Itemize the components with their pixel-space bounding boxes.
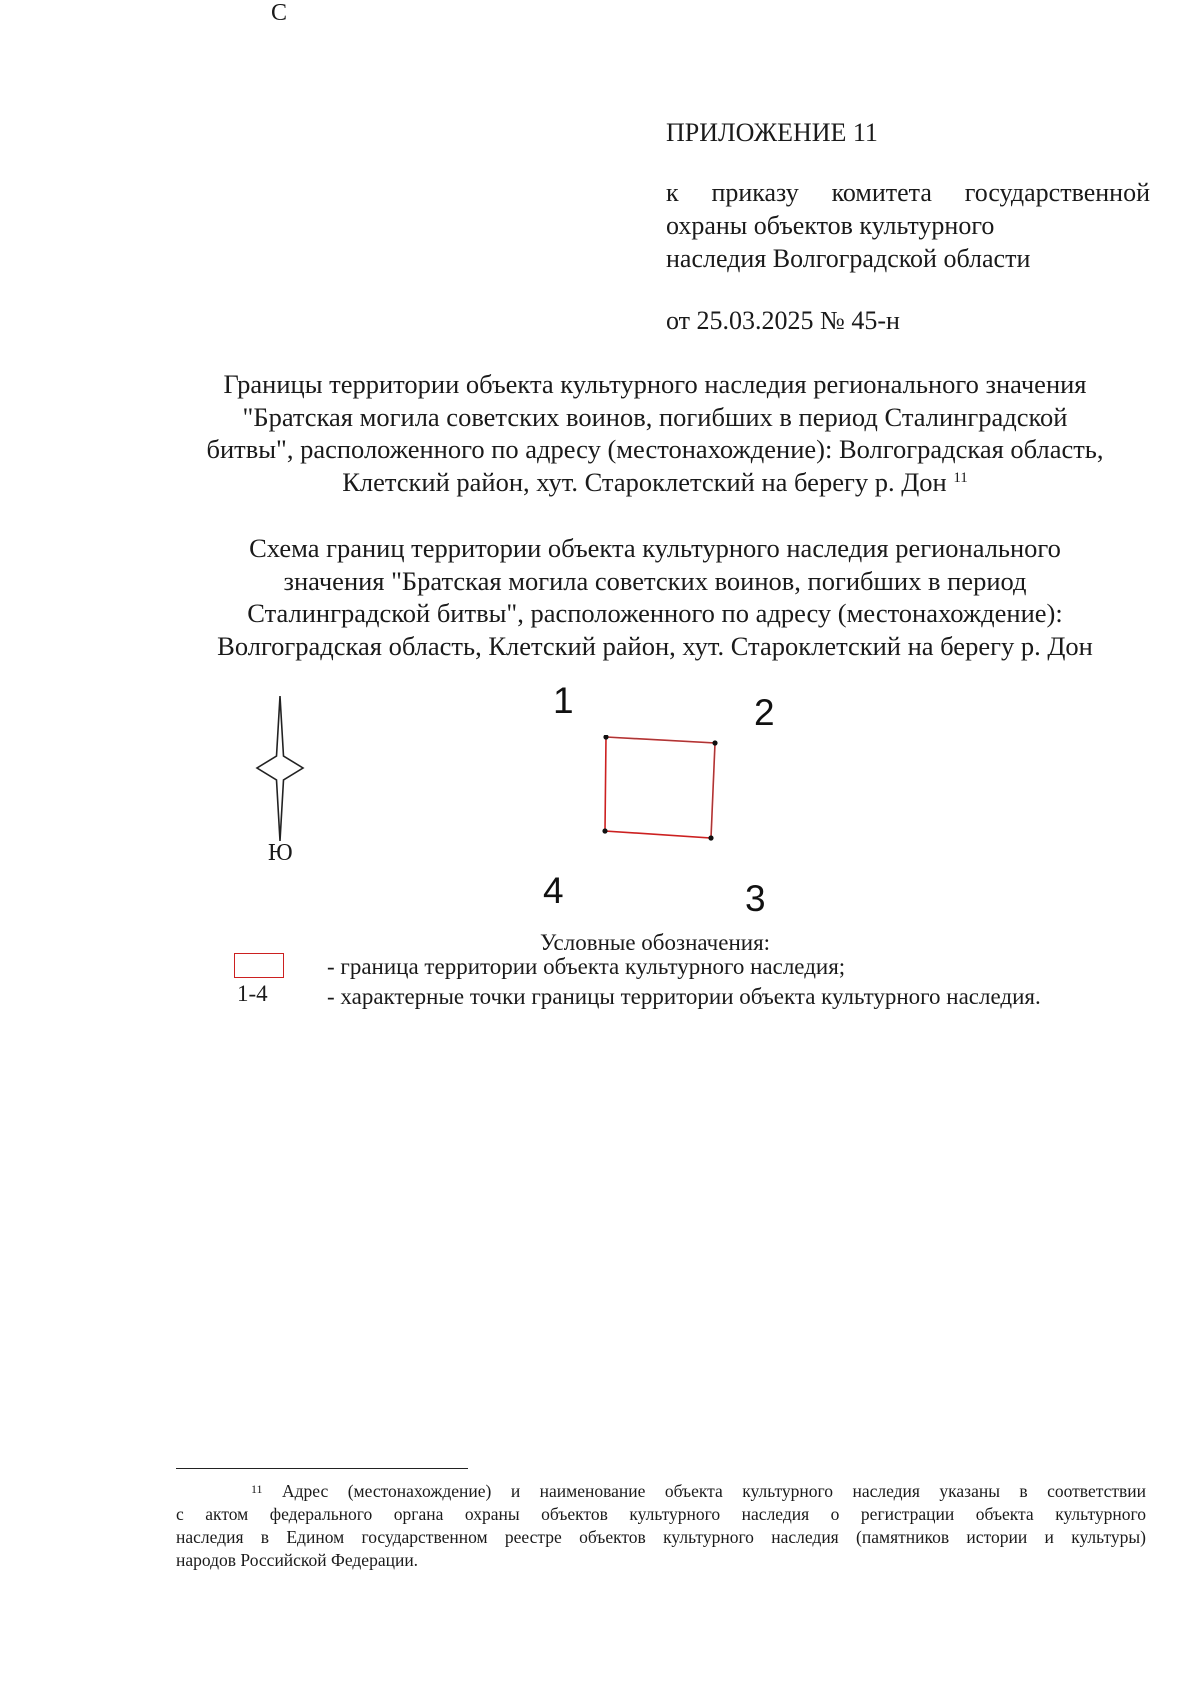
scheme-title-line: значения "Братская могила советских воинов, погибших в период <box>283 565 1027 596</box>
title-line-last <box>150 466 1160 499</box>
boundary-edge-overlay <box>606 737 715 838</box>
legend-points-key: 1-4 <box>237 981 268 1006</box>
territory-boundary <box>595 735 725 855</box>
legend-boundary-text: - граница территории объекта культурного наследия; <box>327 954 846 979</box>
order-reference <box>666 176 1150 275</box>
order-word: к <box>666 178 679 207</box>
footnote-line-text: Адрес (местонахождение) и наименование объекта культурного наследия указаны в соответствии <box>282 1481 1147 1501</box>
compass-rose-icon <box>250 696 310 846</box>
footnote-line: с актом федерального органа охраны объектов культурного наследия о регистрации объекта культурного <box>176 1504 1146 1524</box>
scheme-title-line: Схема границ территории объекта культурного наследия регионального <box>249 533 1061 563</box>
footnote-line: народов Российской Федерации. <box>176 1550 419 1570</box>
order-word: комитета <box>831 178 932 207</box>
boundary-point-2 <box>712 740 717 745</box>
legend-title: Условные обозначения: <box>540 930 771 955</box>
boundary-point-4 <box>602 828 607 833</box>
point-label-4: 4 <box>543 870 564 911</box>
title-line-text: Клетский район, хут. Староклетский на берегу р. Дон <box>342 466 947 497</box>
footnote-ref[interactable]: 11 <box>953 469 968 486</box>
order-line-3: наследия Волгоградской области <box>666 244 1031 273</box>
footnote-number: 11 <box>251 1482 263 1496</box>
footnote-line: наследия в Едином государственном реестре объектов культурного наследия (памятников истории и культуры) <box>176 1527 1146 1547</box>
scheme-title <box>150 532 1160 662</box>
appendix-title: ПРИЛОЖЕНИЕ 11 <box>666 118 878 147</box>
title-line: "Братская могила советских воинов, погибших в период Сталинградской <box>242 401 1068 432</box>
scheme-title-line: Сталинградской битвы", расположенного по адресу (местонахождение): <box>247 598 1063 628</box>
order-word: государственной <box>964 178 1150 207</box>
territory-title <box>150 368 1160 498</box>
scheme-title-line: Волгоградская область, Клетский район, хут. Староклетский на берегу р. Дон <box>217 630 1093 661</box>
boundary-point-1 <box>603 735 608 740</box>
legend-boundary-swatch <box>234 953 284 978</box>
boundary-point-3 <box>708 835 713 840</box>
footnote-line <box>176 1480 1146 1503</box>
title-line: битвы", расположенного по адресу (местонахождение): Волгоградская область, <box>206 434 1104 464</box>
order-line-1 <box>666 176 1150 209</box>
legend-points-text: - характерные точки границы территории объекта культурного наследия. <box>327 984 1041 1009</box>
point-label-1: 1 <box>553 680 574 721</box>
footnote-separator <box>176 1468 468 1469</box>
order-word: приказу <box>711 178 799 207</box>
compass-north-label: С <box>271 0 288 26</box>
footnote <box>176 1480 1146 1572</box>
compass-south-label: Ю <box>268 840 293 866</box>
boundary-polygon <box>605 737 715 838</box>
title-line: Границы территории объекта культурного наследия регионального значения <box>223 369 1087 399</box>
order-line-2: охраны объектов культурного <box>666 211 995 240</box>
order-date: от 25.03.2025 № 45-н <box>666 306 900 335</box>
compass-outline <box>257 696 303 841</box>
point-label-2: 2 <box>754 692 775 733</box>
point-label-3: 3 <box>745 878 766 919</box>
